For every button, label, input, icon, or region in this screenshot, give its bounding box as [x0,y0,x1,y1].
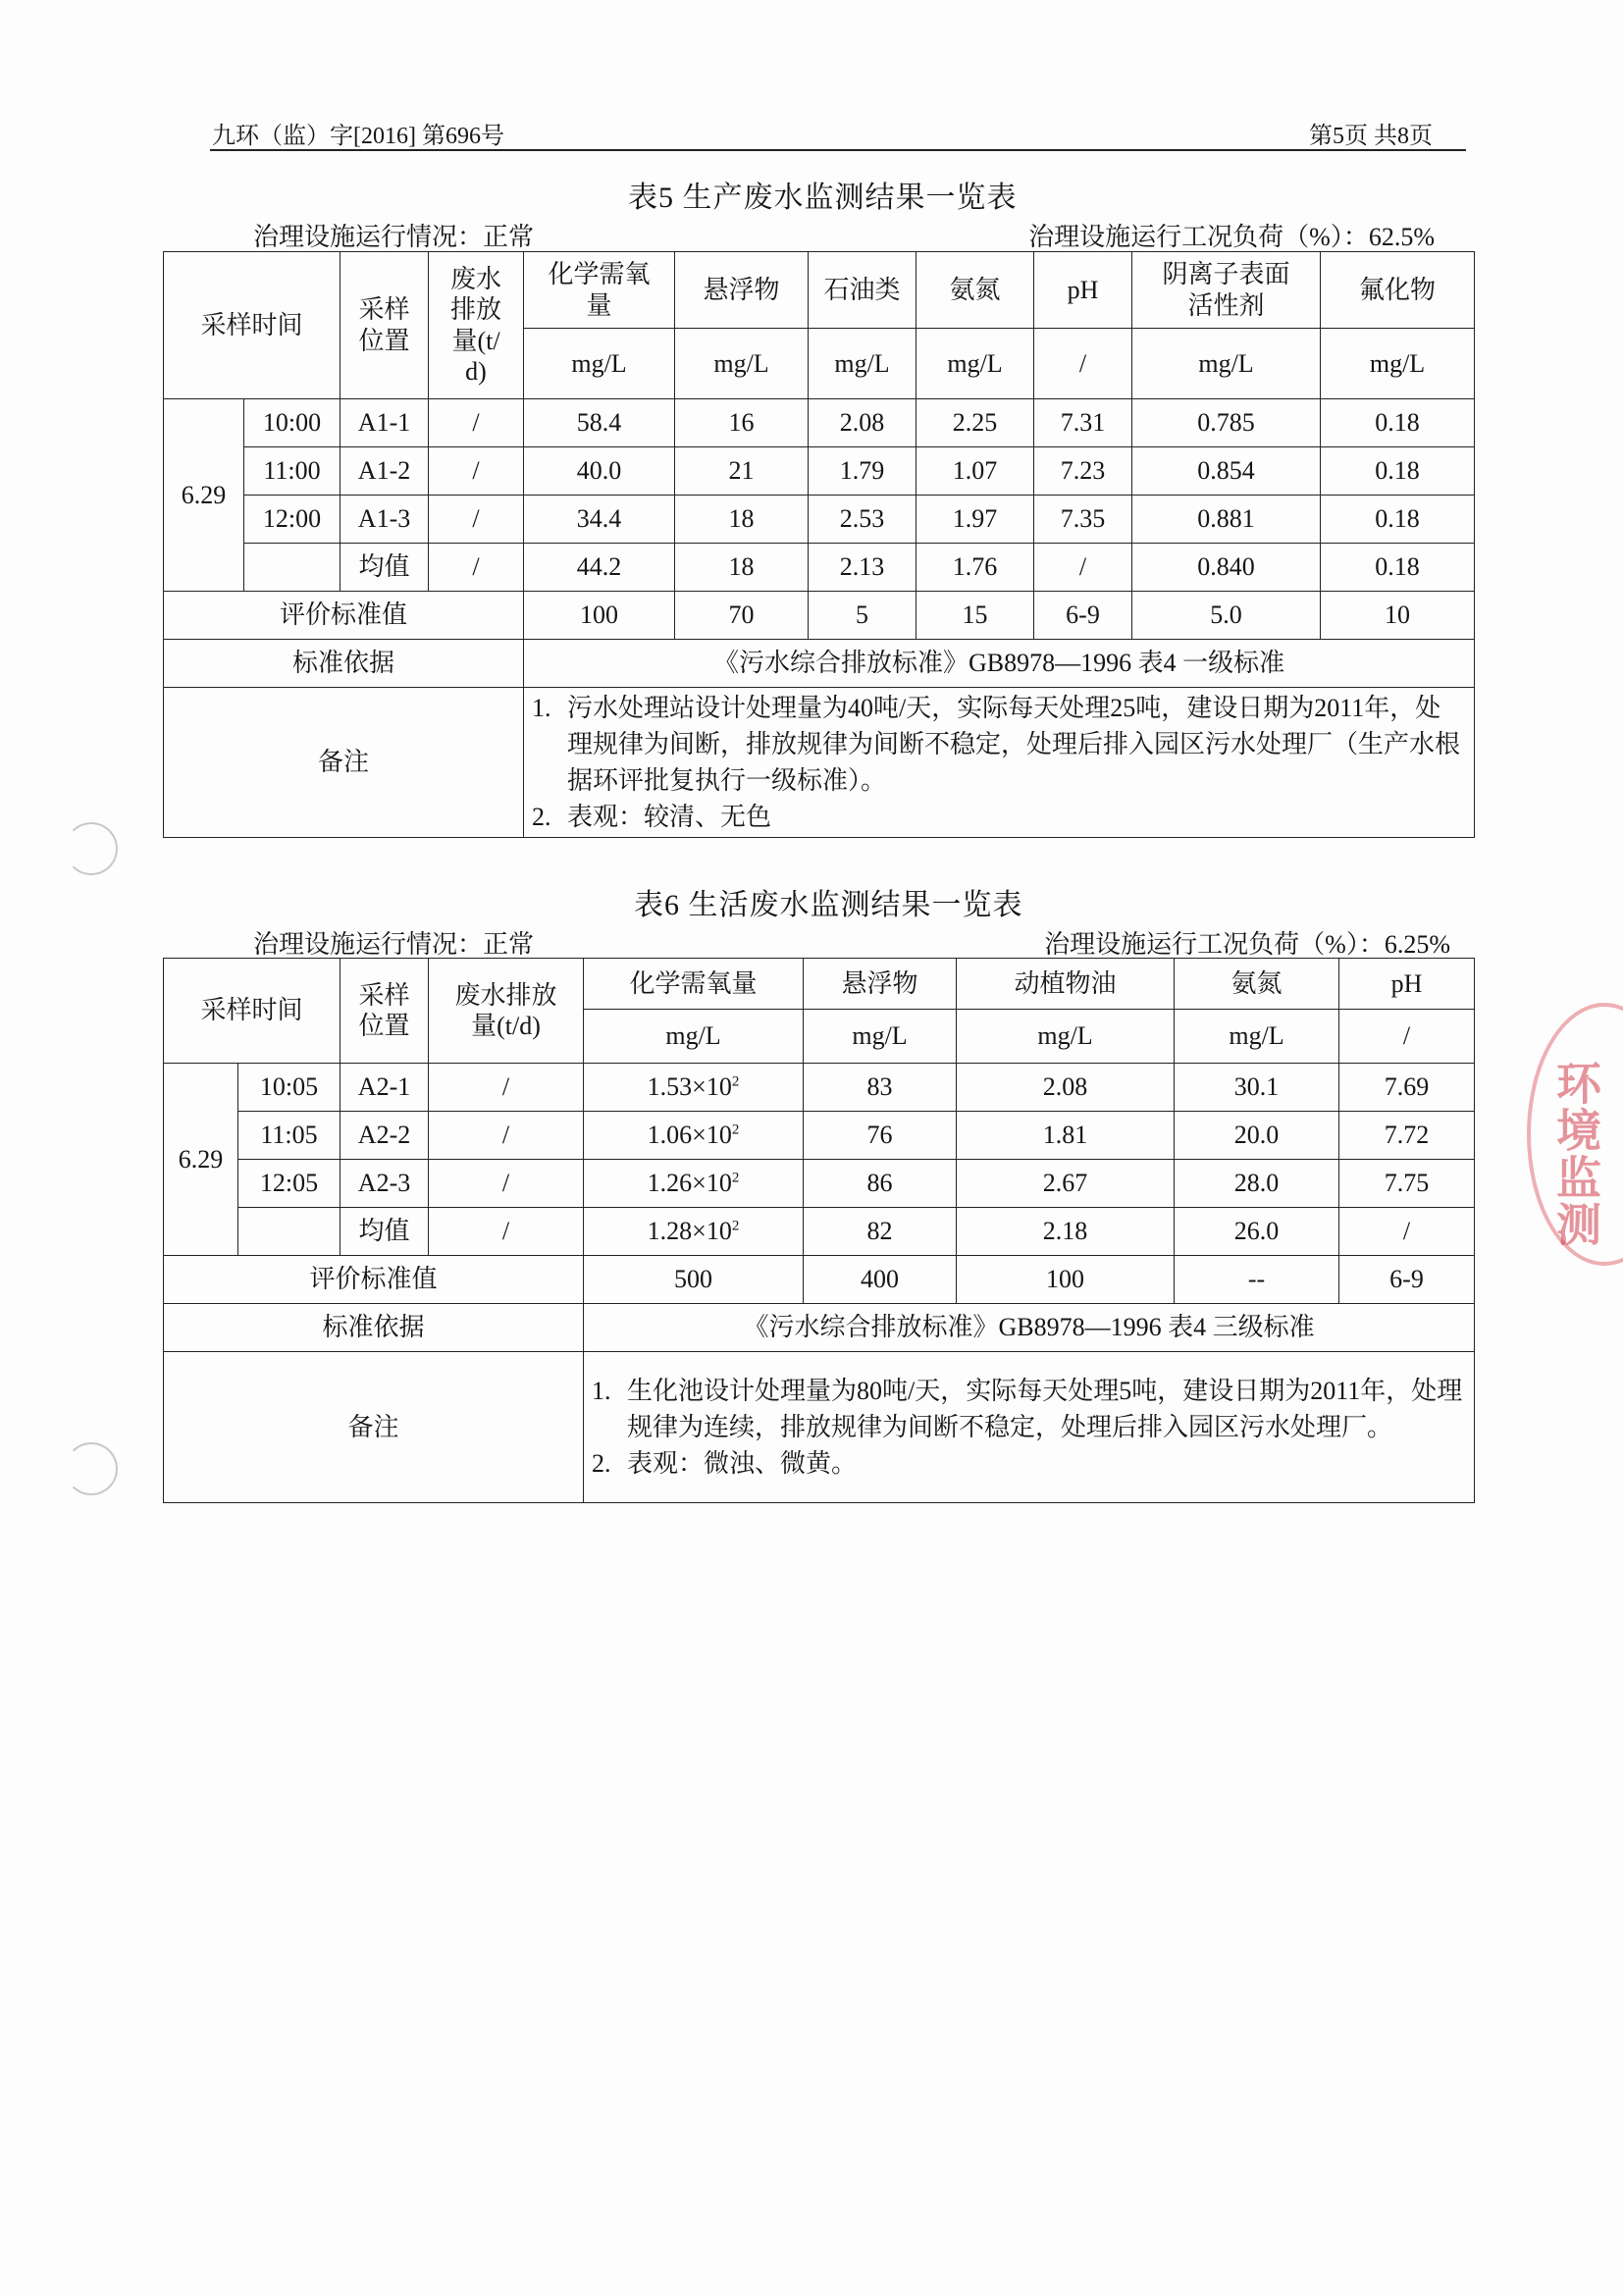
note-item [532,690,1466,799]
t6-location: A2-1 [340,1064,429,1112]
t6-header-discharge-text: 废水排放量(t/d) [454,980,557,1040]
t5-value: 0.785 [1132,399,1321,447]
t6-flow: / [429,1160,584,1208]
t5-unit: mg/L [675,329,809,399]
t6-unit: mg/L [584,1010,804,1064]
t5-value: 7.31 [1034,399,1132,447]
t5-value: 7.35 [1034,496,1132,544]
table6-status: 治理设施运行情况：正常 [253,930,535,959]
note-number: 1. [592,1377,611,1405]
t5-value: 40.0 [524,447,675,496]
t5-time: 12:00 [244,496,340,544]
t6-standard: 100 [957,1256,1175,1304]
t5-flow: / [429,447,524,496]
t6-basis: 《污水综合排放标准》GB8978—1996 表4 三级标准 [584,1304,1475,1352]
t5-value: 44.2 [524,544,675,592]
t6-location: A2-2 [340,1112,429,1160]
t5-location: A1-1 [340,399,429,447]
table-row [164,1208,1475,1256]
t5-value: 0.18 [1321,399,1475,447]
t6-header-param: 化学需氧量 [584,959,804,1010]
note-item [592,1373,1466,1445]
t6-value: / [1339,1208,1475,1256]
document-number: 九环（监）字[2016] 第696号 [212,124,504,149]
t6-notes-label: 备注 [164,1352,584,1503]
binder-hole-mark [65,822,118,875]
t5-value: 21 [675,447,809,496]
t6-location: 均值 [340,1208,429,1256]
t6-header-param: 氨氮 [1175,959,1339,1010]
t6-value: 7.72 [1339,1112,1475,1160]
t5-value: 2.53 [809,496,916,544]
table-row [164,496,1475,544]
t6-flow: / [429,1208,584,1256]
t6-value: 1.81 [957,1112,1175,1160]
t5-header-discharge-text: 废水排放量(t/d) [450,265,502,386]
t6-time: 12:05 [238,1160,340,1208]
t6-cod [584,1112,804,1160]
table-row [164,447,1475,496]
table5-title: 表5 生产废水监测结果一览表 [628,182,1018,214]
t6-flow: / [429,1064,584,1112]
table6-load: 治理设施运行工况负荷（%）：6.25% [1044,930,1450,959]
t6-unit: mg/L [957,1010,1175,1064]
t6-cod [584,1208,804,1256]
t5-flow: / [429,496,524,544]
t5-header-time: 采样时间 [164,252,340,399]
t5-value: 0.881 [1132,496,1321,544]
t5-value: 1.07 [916,447,1034,496]
t6-value: 2.18 [957,1208,1175,1256]
table6 [163,958,1475,1503]
note-number: 1. [532,694,551,722]
t5-time [244,544,340,592]
t6-time: 10:05 [238,1064,340,1112]
t6-value: 86 [804,1160,957,1208]
t5-header-param: 悬浮物 [675,252,809,329]
table-row [164,640,1475,688]
t6-value: 76 [804,1112,957,1160]
table5-status: 治理设施运行情况：正常 [253,223,535,251]
note-number: 2. [592,1449,611,1478]
t5-standard: 5 [809,592,916,640]
t6-cod-mantissa: 1.28×10 [647,1217,732,1246]
t5-header-param [524,252,675,329]
table6-title: 表6 生活废水监测结果一览表 [634,889,1023,921]
t6-unit: mg/L [804,1010,957,1064]
t6-basis-label: 标准依据 [164,1304,584,1352]
t5-value: 16 [675,399,809,447]
t6-header-param: 悬浮物 [804,959,957,1010]
t5-standard: 5.0 [1132,592,1321,640]
t5-standard-label: 评价标准值 [164,592,524,640]
t6-time: 11:05 [238,1112,340,1160]
t5-header-param-text: 化学需氧量 [548,260,651,320]
t5-value: 18 [675,496,809,544]
t5-date: 6.29 [164,399,244,592]
note-number: 2. [532,803,551,831]
t5-value: 2.08 [809,399,916,447]
t6-value: 82 [804,1208,957,1256]
t6-time [238,1208,340,1256]
table5 [163,251,1475,838]
t6-cod-mantissa: 1.53×10 [647,1072,732,1102]
table-row [164,592,1475,640]
t5-value: 2.25 [916,399,1034,447]
t5-value: 1.76 [916,544,1034,592]
t6-header-param: pH [1339,959,1475,1010]
t5-unit: mg/L [1132,329,1321,399]
t5-header-param: 氟化物 [1321,252,1475,329]
t5-notes [524,688,1475,838]
t5-value: 0.18 [1321,496,1475,544]
t6-value: 20.0 [1175,1112,1339,1160]
t6-header-discharge [429,959,584,1064]
t6-cod [584,1160,804,1208]
t5-header-param: 氨氮 [916,252,1034,329]
t5-time: 10:00 [244,399,340,447]
t6-cod-exponent: 2 [731,1218,740,1234]
t5-value: 0.18 [1321,544,1475,592]
t5-standard: 100 [524,592,675,640]
page-info: 第5页 共8页 [1309,124,1433,149]
table-row [164,544,1475,592]
t6-unit: / [1339,1010,1475,1064]
table-row [164,1064,1475,1112]
t5-value: 0.854 [1132,447,1321,496]
t5-value: 0.840 [1132,544,1321,592]
t5-unit: mg/L [1321,329,1475,399]
t5-value: 18 [675,544,809,592]
t5-location: 均值 [340,544,429,592]
t6-flow: / [429,1112,584,1160]
t5-value: 1.97 [916,496,1034,544]
t5-header-param: 石油类 [809,252,916,329]
table-row [164,399,1475,447]
t5-flow: / [429,399,524,447]
note-text: 污水处理站设计处理量为40吨/天，实际每天处理25吨，建设日期为2011年，处理规律为间断，排放规律为间断不稳定，处理后排入园区污水处理厂（生产水根据环评批复执行一级标准）。 [567,694,1461,795]
binder-hole-mark [65,1442,118,1495]
t6-value: 7.75 [1339,1160,1475,1208]
table-row [164,1256,1475,1304]
t5-basis: 《污水综合排放标准》GB8978—1996 表4 一级标准 [524,640,1475,688]
t5-value: 58.4 [524,399,675,447]
t5-flow: / [429,544,524,592]
table-row [164,1160,1475,1208]
t5-standard: 70 [675,592,809,640]
t5-value: 0.18 [1321,447,1475,496]
t6-cod-exponent: 2 [731,1170,740,1186]
note-text: 生化池设计处理量为80吨/天，实际每天处理5吨，建设日期为2011年，处理规律为连续，排放规律为间断不稳定，处理后排入园区污水处理厂。 [627,1377,1463,1441]
t5-notes-label: 备注 [164,688,524,838]
t5-unit: mg/L [916,329,1034,399]
note-item [592,1445,1466,1482]
t5-standard: 10 [1321,592,1475,640]
t6-date: 6.29 [164,1064,238,1256]
t6-standard: 6-9 [1339,1256,1475,1304]
t6-cod-exponent: 2 [731,1122,740,1138]
table5-load: 治理设施运行工况负荷（%）：62.5% [1028,223,1435,251]
t5-value: 2.13 [809,544,916,592]
t5-header-discharge [429,252,524,399]
t6-value: 83 [804,1064,957,1112]
table-row [164,1304,1475,1352]
t6-header-time: 采样时间 [164,959,340,1064]
t6-value: 2.67 [957,1160,1175,1208]
t5-basis-label: 标准依据 [164,640,524,688]
t6-location: A2-3 [340,1160,429,1208]
t6-value: 26.0 [1175,1208,1339,1256]
t5-standard: 6-9 [1034,592,1132,640]
t5-standard: 15 [916,592,1034,640]
table-row [164,688,1475,838]
t6-standard-label: 评价标准值 [164,1256,584,1304]
note-text: 表观：微浊、微黄。 [627,1449,858,1478]
t5-header-param [1132,252,1321,329]
t6-value: 2.08 [957,1064,1175,1112]
t6-standard: -- [1175,1256,1339,1304]
t6-unit: mg/L [1175,1010,1339,1064]
t6-notes [584,1352,1475,1503]
t6-standard: 500 [584,1256,804,1304]
t6-value: 28.0 [1175,1160,1339,1208]
t6-header-location [340,959,429,1064]
t5-value: / [1034,544,1132,592]
t6-cod [584,1064,804,1112]
t5-header-param: pH [1034,252,1132,329]
t5-header-location-text: 采样位置 [358,295,410,355]
t6-header-param: 动植物油 [957,959,1175,1010]
t6-value: 30.1 [1175,1064,1339,1112]
table-row [164,1112,1475,1160]
t5-value: 7.23 [1034,447,1132,496]
t5-header-param-text: 阴离子表面活性剂 [1162,260,1290,320]
note-text: 表观：较清、无色 [567,803,772,831]
t5-time: 11:00 [244,447,340,496]
t6-standard: 400 [804,1256,957,1304]
t5-header-location [340,252,429,399]
t5-location: A1-3 [340,496,429,544]
t5-value: 34.4 [524,496,675,544]
t6-cod-exponent: 2 [731,1073,740,1090]
t5-location: A1-2 [340,447,429,496]
t6-value: 7.69 [1339,1064,1475,1112]
t6-cod-mantissa: 1.26×10 [647,1169,732,1198]
t5-value: 1.79 [809,447,916,496]
header-rule [210,149,1466,151]
table-row [164,1352,1475,1503]
t5-unit: mg/L [809,329,916,399]
official-seal-text: 环境监测 [1550,1060,1600,1248]
t5-unit: / [1034,329,1132,399]
t5-unit: mg/L [524,329,675,399]
note-item [532,799,1466,835]
t6-header-location-text: 采样位置 [358,980,410,1040]
t6-cod-mantissa: 1.06×10 [647,1121,732,1150]
